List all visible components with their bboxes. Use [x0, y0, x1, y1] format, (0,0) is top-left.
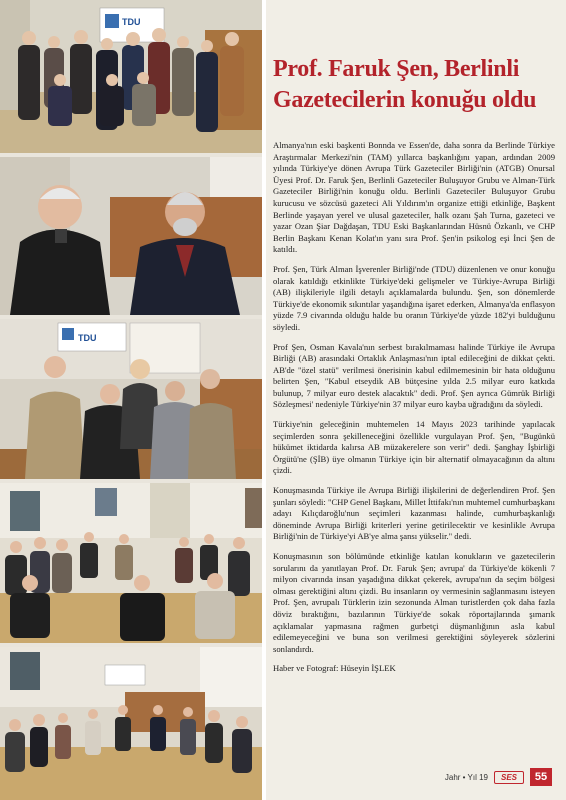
- paragraph-1: Almanya'nın eski başkenti Bonnda ve Essen'de, daha sonra da Berlinde Türkiye Araştırmalar Merkezi'nin (TAM) yıllarca başkanlığını yapan, ardından 2009 yılında Türkiye'ye dönen Avrupa Türk Gazeteciler Birliği'nin (ATGB) Onursal Üyesi Prof. Dr. Faruk Şen, Berlinli Gazeteciler Buluşuyor Grubu ve Alman-Türk Gazeteciler Birliği'nin konuğu oldu. Berlinli Gazeteciler Buluşuyor Grubu kurucusu ve sözcüsü gazeteci Ali Yıldırım'ın organize ettiği etkinliğe, Başkent Berlinde yaşayan yerel ve ulusal gazeteciler, halk ozanı Şah Turna, gazeteci ve yazar Ozan Şiar Dağdaşan, TDU Eski Başkanlarından Hüsnü Özkanlı, ve CHP Berlin Başkanı Kenan Kolat'ın yanı sıra Prof. Şen'in psikolog eşi İnci Şen de katıldı.: [273, 140, 555, 255]
- tdu-sign-text: TDU: [122, 17, 141, 27]
- tdu-sign-text-2: TDU: [78, 333, 97, 343]
- photo-group-small: [0, 319, 262, 479]
- article-body: [273, 140, 555, 683]
- paragraph-6: Konuşmasının son bölümünde etkinliğe katılan konukların ve gazetecilerin sorularını da yanıtlayan Prof. Dr. Faruk Şen; avrupa' da Türkiye'de kökenli 7 milyon civarında insan yaşadığına dikkat çekerek, avrupa'nın da seçim bölgesi olması gerektiğini altını çizdi. Bu insanların oy vermesinin sağlanmasını isteyen Prof. Şen, avrupalı Türklerin izin sezonunda Alman turistlerden çok daha fazla döviz bıraktığını, bazılarının Türkiye'de sokak röportajlarında şımarık açıklamalar yapmasına rağmen gurbetçi düşmanlığının asla kabul edilemeyeceğini ve buna son verilmesi gerektiğini söyleyerek sözlerini sonlandırdı.: [273, 551, 555, 654]
- photo-group-large: [0, 0, 262, 153]
- byline: Haber ve Fotograf: Hüseyin İŞLEK: [273, 663, 396, 674]
- magazine-logo: SES: [494, 771, 524, 784]
- page-number: 55: [530, 768, 552, 786]
- photo-two-men: [0, 157, 262, 315]
- photo-audience: [0, 483, 262, 643]
- photo-column: [0, 0, 262, 800]
- article-title: Prof. Faruk Şen, Berlinli Gazetecilerin konuğu oldu: [273, 56, 537, 113]
- photo-room-wide: [0, 647, 262, 800]
- paragraph-4: Türkiye'nin geleceğinin muhtemelen 14 Mayıs 2023 tarihinde yapılacak seçimlerden sonra şekilleneceğini özellikle vurgulayan Prof. Şen, "Bugünkü hükümet iktidarda kalırsa AB müzakerelere son verir" dedi. Şanghay İşbirliği Örgütü'ne (ŞİB) üye olmanın Türkiye için bir alternatif olmayacağının da altını çizdi.: [273, 419, 555, 476]
- issue-label: Jahr • Yıl 19: [444, 772, 488, 782]
- paragraph-5: Konuşmasında Türkiye ile Avrupa Birliği ilişkilerini de değerlendiren Prof. Şen şunları söyledi: "CHP Genel Başkanı, Millet İttifakı'nın muhtemel cumhurbaşkanı adayı Kılıçdaroğlu'nun seçimleri kazanması halinde, cumhurbaşkanlığı döneminde Avrupa Birliği kriterleri yerine getirilecektir ve kesinlikle Avrupa Birliği'nin de Türkiye'yi AB'ye alma şansı yükselir." dedi.: [273, 485, 555, 542]
- column-gutter: [262, 0, 266, 800]
- paragraph-2: Prof. Şen, Türk Alman İşverenler Birliği'nde (TDU) düzenlenen ve onur konuğu olarak katıldığı etkinlikte Türkiye'deki gelişmeler ve Türkiye-Avrupa Birliği (AB) ilişkileriyle ilgili detaylı açıklamalarda bulundu. Şen, son dönemlerde Türkiye'de ekonomik sıkıntılar yaşandığına işaret ederken, Almanya'da enflasyon yüzde 7.9 civarında olduğu halde bu oranın Türkiye'de yüzde 182'yi bulduğunu söyledi.: [273, 263, 555, 332]
- paragraph-3: Prof Şen, Osman Kavala'nın serbest bırakılmaması halinde Türkiye ile Avrupa Birliği (AB) arasındaki Ortaklık Anlaşması'nın iptal edileceğini de dikkat çekti. AB'de "özel statü" verilmesi önerisinin kabul edilmemesinin bir hata olduğunu belirten Şen, "Kabul etseydik AB bütçesine yılda 2.5 milyar euro katkıda bulunup, 7 milyar euro destek alacaktık" dedi. Prof. Şen ayrıca Gümrük Birliği Sözleşmesi' nedeniyle Türkiye'nin 37 milyar euro kayba uğradığını da söyledi.: [273, 341, 555, 410]
- page-footer: [445, 768, 552, 786]
